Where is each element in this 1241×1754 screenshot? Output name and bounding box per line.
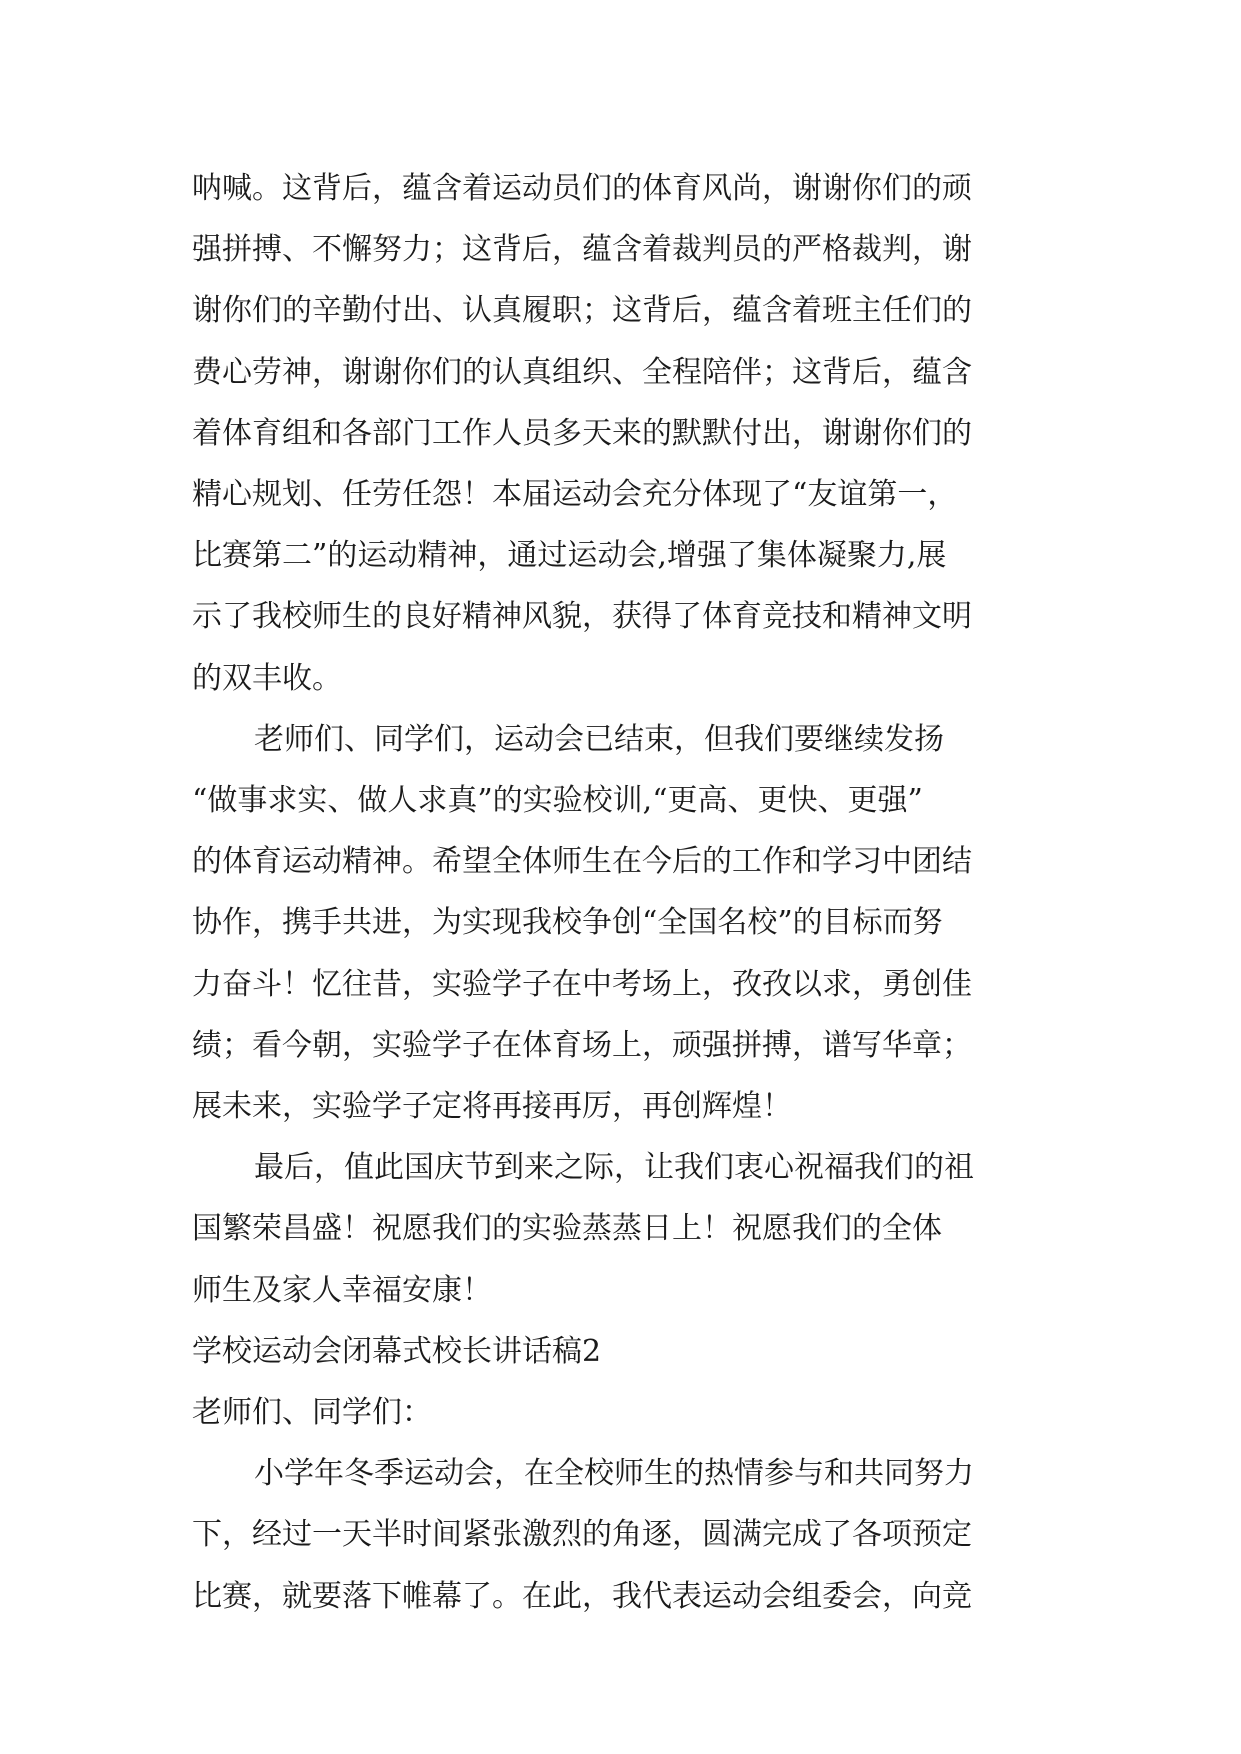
paragraph-blessing bbox=[192, 1137, 1054, 1321]
text-line: 展未来，实验学子定将再接再厉，再创辉煌！ bbox=[192, 1089, 792, 1125]
text-line: 的双丰收。 bbox=[192, 660, 342, 696]
document-body bbox=[192, 158, 1054, 1627]
text-line: 比赛第二”的运动精神，通过运动会,增强了集体凝聚力,展 bbox=[192, 538, 947, 574]
paragraph-motto bbox=[192, 709, 1054, 1137]
text-line: 力奋斗！忆往昔，实验学子在中考场上，孜孜以求，勇创佳 bbox=[192, 966, 972, 1002]
text-line: 小学年冬季运动会，在全校师生的热情参与和共同努力 bbox=[254, 1456, 974, 1492]
text-line: 的体育运动精神。希望全体师生在今后的工作和学习中团结 bbox=[192, 844, 972, 880]
text-line: 协作，携手共进，为实现我校争创“全国名校”的目标而努 bbox=[192, 905, 943, 941]
text-line: 呐喊。这背后，蕴含着运动员们的体育风尚，谢谢你们的顽 bbox=[192, 171, 972, 206]
text-line: 费心劳神，谢谢你们的认真组织、全程陪伴；这背后，蕴含 bbox=[192, 354, 972, 390]
paragraph-thanks bbox=[192, 158, 1054, 709]
text-line: 最后，值此国庆节到来之际，让我们衷心祝福我们的祖 bbox=[254, 1150, 974, 1186]
text-line: 国繁荣昌盛！祝愿我们的实验蒸蒸日上！祝愿我们的全体 bbox=[192, 1211, 942, 1247]
text-line: 下，经过一天半时间紧张激烈的角逐，圆满完成了各项预定 bbox=[192, 1517, 972, 1553]
section-title: 学校运动会闭幕式校长讲话稿2 bbox=[192, 1333, 602, 1369]
text-line: 示了我校师生的良好精神风貌，获得了体育竞技和精神文明 bbox=[192, 599, 972, 635]
text-line: 谢你们的辛勤付出、认真履职；这背后，蕴含着班主任们的 bbox=[192, 293, 972, 329]
text-line: 强拼搏、不懈努力；这背后，蕴含着裁判员的严格裁判，谢 bbox=[192, 232, 972, 268]
text-line: “做事求实、做人求真”的实验校训,“更高、更快、更强” bbox=[192, 783, 923, 819]
text-line: 精心规划、任劳任怨！本届运动会充分体现了“友谊第一， bbox=[192, 477, 958, 513]
text-line: 老师们、同学们，运动会已结束，但我们要继续发扬 bbox=[254, 721, 944, 757]
text-line: 绩；看今朝，实验学子在体育场上，顽强拼搏，谱写华章； bbox=[192, 1027, 972, 1063]
text-line: 师生及家人幸福安康！ bbox=[192, 1272, 492, 1308]
text-line: 着体育组和各部门工作人员多天来的默默付出，谢谢你们的 bbox=[192, 415, 972, 451]
paragraph-opening bbox=[192, 1443, 1054, 1627]
text-line: 比赛，就要落下帷幕了。在此，我代表运动会组委会，向竞 bbox=[192, 1578, 972, 1614]
salutation: 老师们、同学们： bbox=[192, 1395, 432, 1431]
